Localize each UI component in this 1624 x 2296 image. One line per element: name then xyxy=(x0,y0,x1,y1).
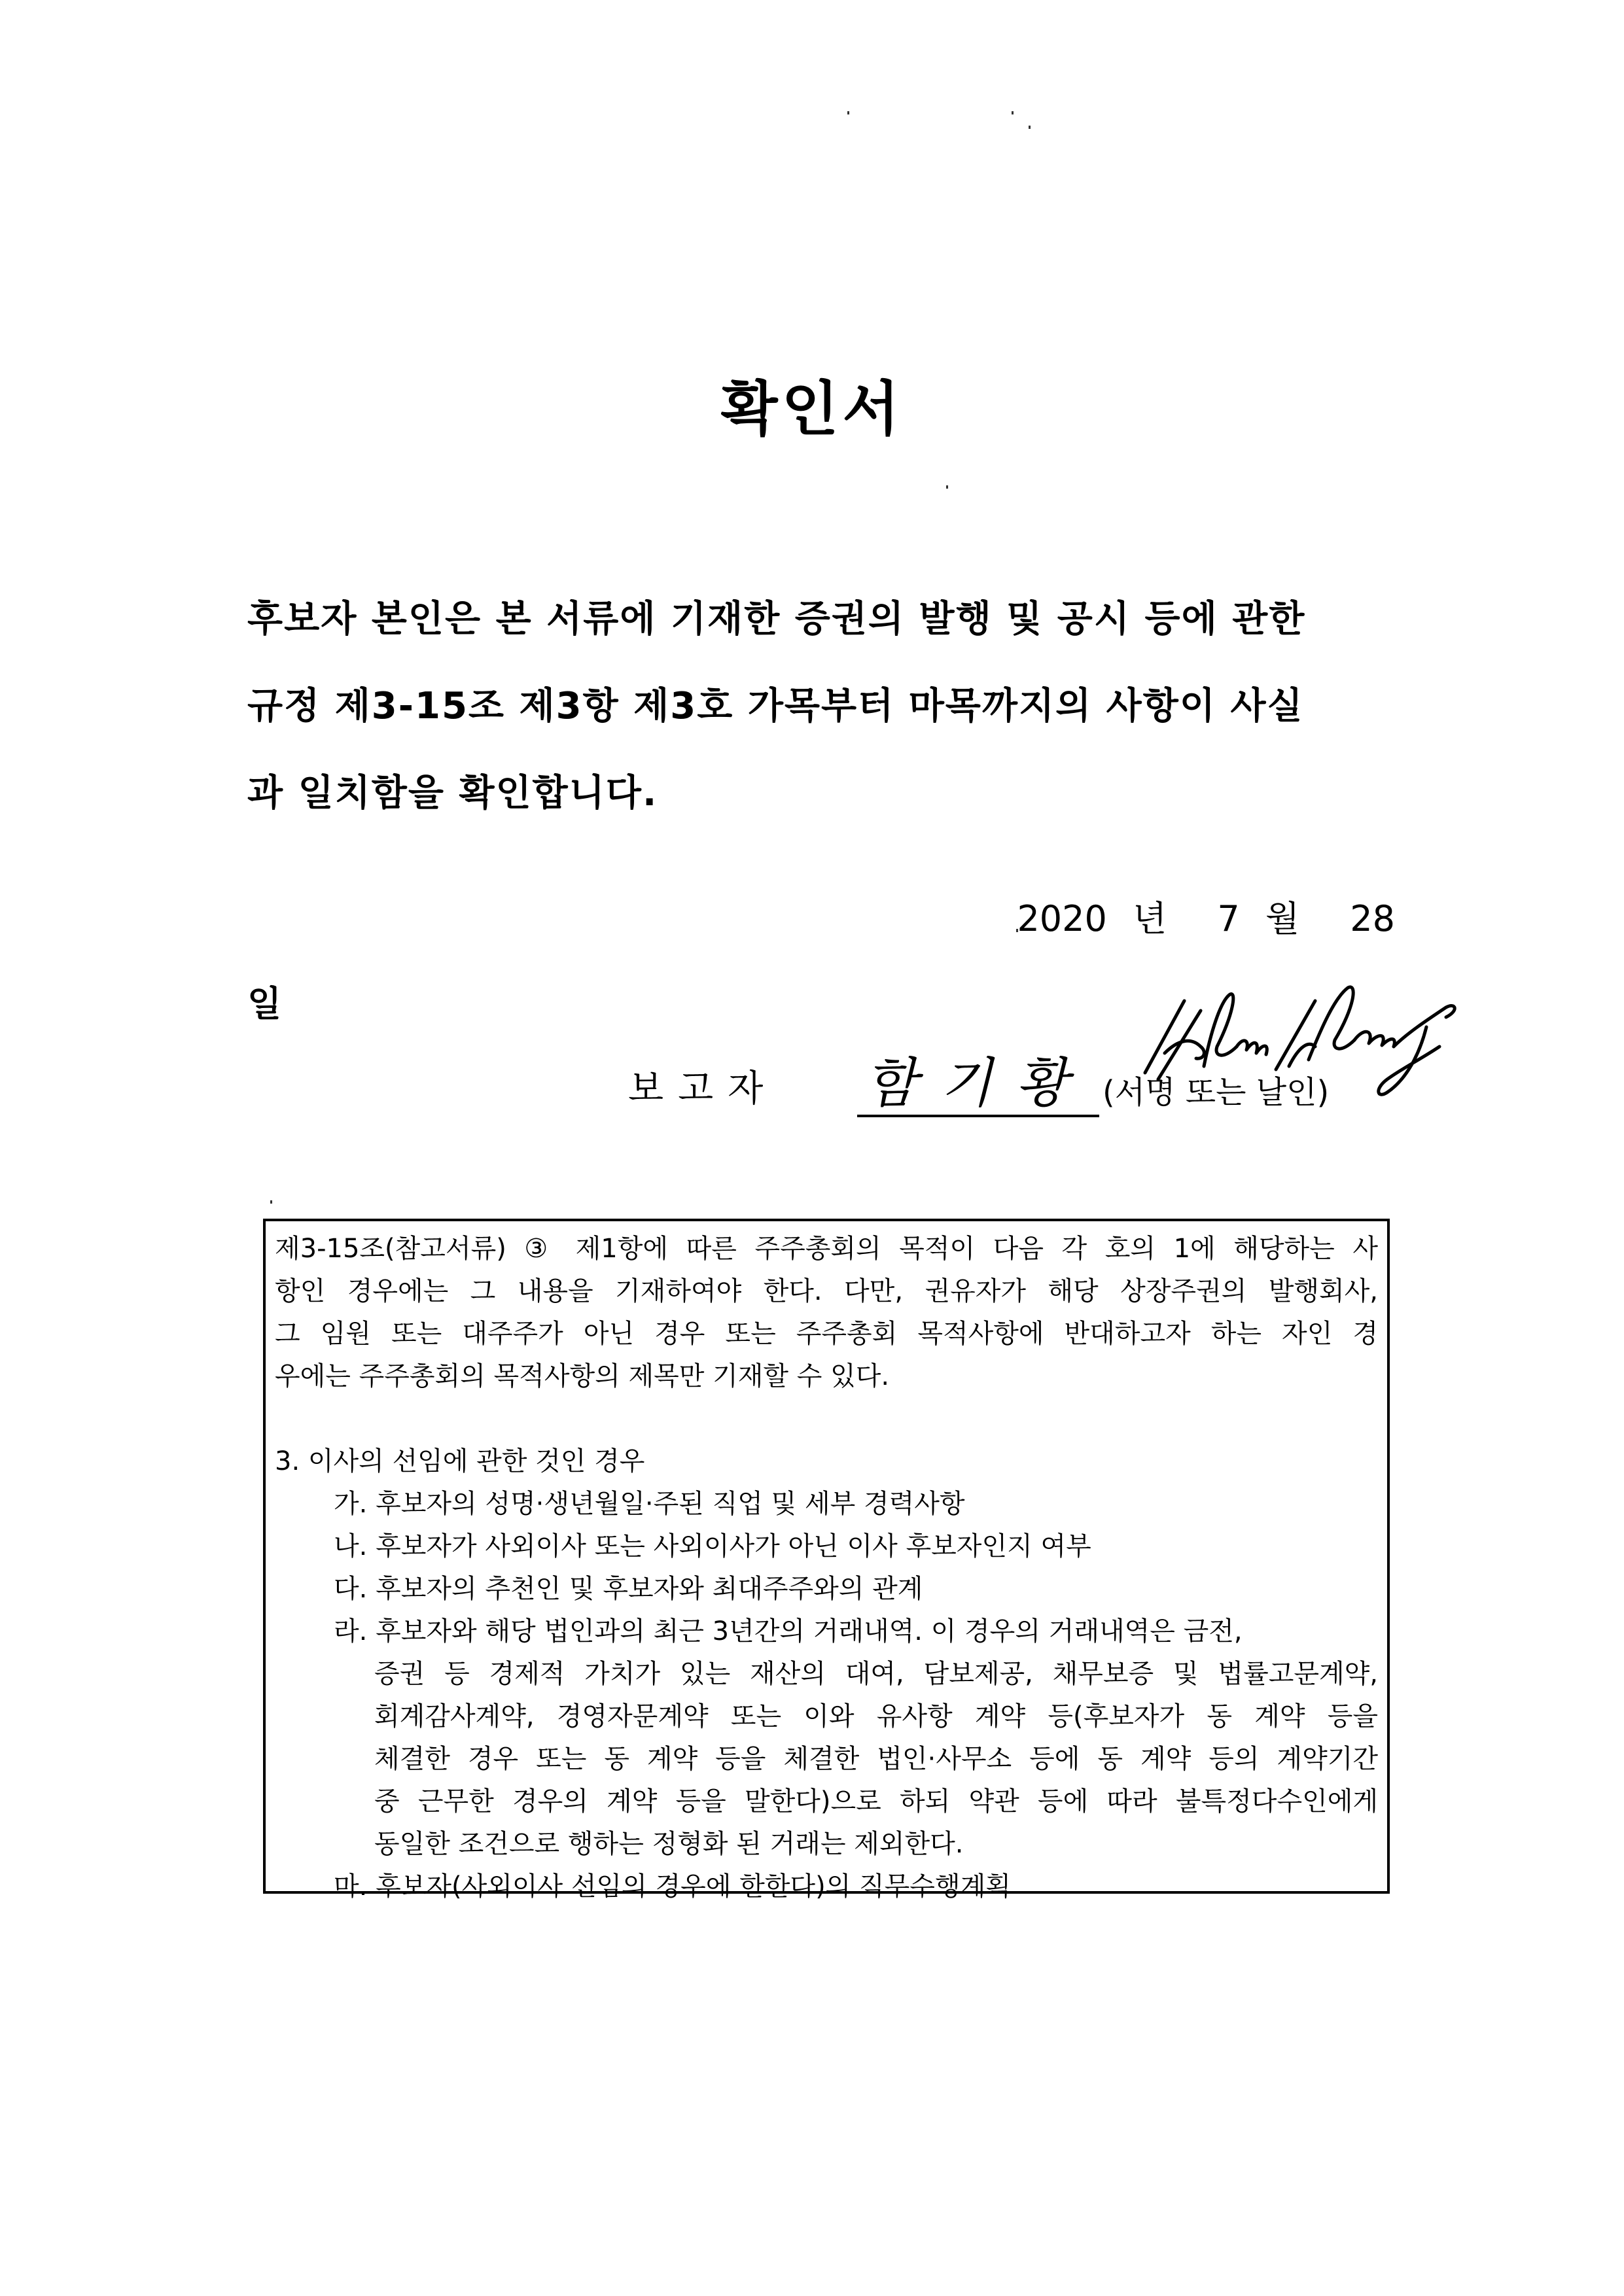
regulation-text-line: 항인 경우에는 그 내용을 기재하여야 한다. 다만, 권유자가 해당 상장주권의 발행회사, xyxy=(275,1276,1378,1306)
list-item-na xyxy=(275,1525,1378,1568)
date-day-unit: 일 xyxy=(247,983,282,1024)
date-year: 2020 xyxy=(1017,898,1107,939)
list-item-text: 후보자의 성명·생년월일·주된 직업 및 세부 경력사항 xyxy=(376,1489,965,1519)
list-item-text: 후보자의 추천인 및 후보자와 최대주주와의 관계 xyxy=(376,1574,923,1604)
list-item-text: 후보자가 사외이사 또는 사외이사가 아닌 이사 후보자인지 여부 xyxy=(376,1531,1091,1561)
section-heading: 3. 이사의 선임에 관한 것인 경우 xyxy=(275,1446,645,1476)
list-marker: 라. xyxy=(334,1616,368,1646)
scan-speck xyxy=(1029,126,1031,129)
date-month: 7 xyxy=(1217,898,1240,939)
list-item-continuation: 중 근무한 경우의 계약 등을 말한다)으로 하되 약관 등에 따라 불특정다수인에게 xyxy=(374,1786,1378,1817)
scan-speck xyxy=(270,1200,272,1204)
regulation-text-line: 제3-15조(참고서류) ③ 제1항에 따른 주주총회의 목적이 다음 각 호의 1에 해당하는 사 xyxy=(275,1234,1378,1264)
list-item-da xyxy=(275,1568,1378,1610)
list-item-continuation: 체결한 경우 또는 동 계약 등을 체결한 법인·사무소 등에 동 계약 등의 계약기간 xyxy=(374,1744,1378,1774)
reference-regulation-box xyxy=(263,1219,1390,1902)
reporter-name-handwritten: 함기황 xyxy=(857,1053,1099,1117)
list-item-continuation: 회계감사계약, 경영자문계약 또는 이와 유사항 계약 등(후보자가 동 계약 등을 xyxy=(374,1701,1378,1731)
scan-speck xyxy=(1012,111,1014,114)
list-item-text: 후보자와 해당 법인과의 최근 3년간의 거래내역. 이 경우의 거래내역은 금전, xyxy=(376,1616,1243,1646)
document-title: 확인서 xyxy=(720,374,904,444)
spacer xyxy=(275,1398,1378,1440)
list-item-ga xyxy=(275,1483,1378,1525)
reporter-label: 보고자 xyxy=(628,1068,778,1110)
scan-speck xyxy=(946,485,948,489)
signature-icon xyxy=(1139,975,1466,1105)
confirmation-statement xyxy=(247,576,1399,837)
date-line xyxy=(1017,893,1395,945)
statement-line: 규정 제3-15조 제3항 제3호 가목부터 마목까지의 사항이 사실 xyxy=(247,685,1304,727)
regulation-text-line: 우에는 주주총회의 목적사항의 제목만 기재할 수 있다. xyxy=(275,1361,890,1391)
list-item-ra xyxy=(275,1610,1378,1653)
list-item-text: 후보자(사외이사 선임의 경우에 한한다)의 직무수행계획 xyxy=(376,1871,1011,1902)
signature-note: (서명 또는 날인) xyxy=(1103,1074,1330,1111)
statement-line: 과 일치함을 확인합니다. xyxy=(247,772,658,814)
date-month-unit: 월 xyxy=(1265,898,1300,939)
list-item-continuation: 증권 등 경제적 가치가 있는 재산의 대여, 담보제공, 채무보증 및 법률고문계약, xyxy=(374,1659,1378,1689)
date-year-unit: 년 xyxy=(1133,898,1167,939)
scan-speck xyxy=(847,111,849,114)
list-marker: 마. xyxy=(334,1871,368,1902)
date-day: 28 xyxy=(1350,898,1395,939)
list-item-continuation: 동일한 조건으로 행하는 정형화 된 거래는 제외한다. xyxy=(374,1829,964,1859)
list-item-ma xyxy=(275,1866,1378,1908)
list-marker: 다. xyxy=(334,1574,368,1604)
list-marker: 가. xyxy=(334,1489,368,1519)
list-marker: 나. xyxy=(334,1531,368,1561)
regulation-text-line: 그 임원 또는 대주주가 아닌 경우 또는 주주총회 목적사항에 반대하고자 하는 자인 경 xyxy=(275,1319,1378,1349)
statement-line: 후보자 본인은 본 서류에 기재한 증권의 발행 및 공시 등에 관한 xyxy=(247,598,1306,640)
